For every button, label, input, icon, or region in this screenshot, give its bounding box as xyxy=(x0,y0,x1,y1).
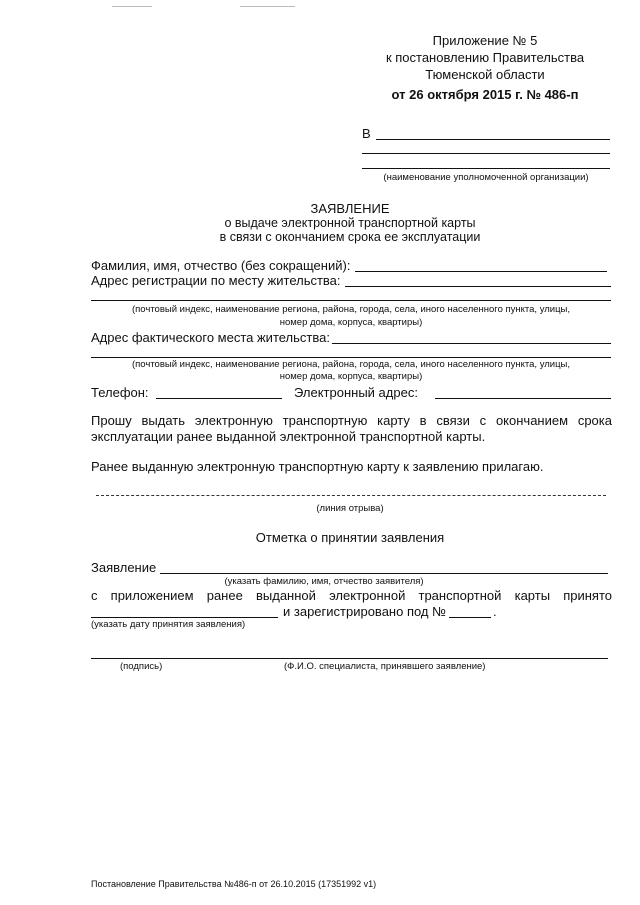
email-label: Электронный адрес: xyxy=(294,385,418,400)
actual-address-field[interactable] xyxy=(332,343,611,344)
reg-address-hint-2: номер дома, корпуса, квартиры) xyxy=(279,317,423,328)
document-title: ЗАЯВЛЕНИЕ xyxy=(310,201,390,216)
registration-period: . xyxy=(493,604,497,619)
tear-line-caption: (линия отрыва) xyxy=(316,503,384,514)
actual-address-field-2[interactable] xyxy=(91,357,611,358)
registration-number-field[interactable] xyxy=(449,617,491,618)
request-text-line-1: Прошу выдать электронную транспортную карту в связи с окончанием срока xyxy=(91,413,612,428)
reg-address-field-2[interactable] xyxy=(91,300,611,301)
addressee-line-1[interactable] xyxy=(376,139,610,140)
accepted-line: с приложением ранее выданной электронной транспортной карты принято xyxy=(91,588,612,603)
phone-label: Телефон: xyxy=(91,385,149,400)
acceptance-date-field[interactable] xyxy=(91,617,278,618)
scan-edge-mark xyxy=(112,6,152,7)
addressee-prefix: В xyxy=(362,126,371,141)
scan-edge-mark xyxy=(240,6,295,7)
statement-label: Заявление xyxy=(91,560,157,575)
reg-address-hint-1: (почтовый индекс, наименование региона, района, города, села, иного населенного пункта, улицы, xyxy=(131,304,570,315)
attachment-text: Ранее выданную электронную транспортную карту к заявлению прилагаю. xyxy=(91,459,544,474)
reg-address-field[interactable] xyxy=(345,286,611,287)
addressee-line-2[interactable] xyxy=(362,153,610,154)
email-field[interactable] xyxy=(435,398,611,399)
registered-text: и зарегистрировано под № xyxy=(283,604,447,619)
actual-address-hint-2: номер дома, корпуса, квартиры) xyxy=(279,371,423,382)
fio-label: Фамилия, имя, отчество (без сокращений): xyxy=(91,258,351,273)
document-subtitle-2: в связи с окончанием срока ее эксплуатации xyxy=(219,230,481,244)
addressee-line-3[interactable] xyxy=(362,168,610,169)
signature-field[interactable] xyxy=(91,658,608,659)
receipt-title: Отметка о принятии заявления xyxy=(255,530,445,545)
statement-applicant-field[interactable] xyxy=(160,573,608,574)
resolution-date-number: от 26 октября 2015 г. № 486-п xyxy=(391,87,579,102)
acceptance-date-hint: (указать дату принятия заявления) xyxy=(91,619,246,630)
signature-hint: (подпись) xyxy=(120,661,163,672)
actual-address-label: Адрес фактического места жительства: xyxy=(91,330,330,345)
fio-field[interactable] xyxy=(355,271,607,272)
addressee-caption: (наименование уполномоченной организации) xyxy=(383,172,589,183)
region-name: Тюменской области xyxy=(425,67,545,82)
resolution-ref: к постановлению Правительства xyxy=(385,50,585,65)
reg-address-label: Адрес регистрации по месту жительства: xyxy=(91,273,341,288)
request-text-line-2: эксплуатации ранее выданной электронной транспортной карты. xyxy=(91,429,486,444)
specialist-hint: (Ф.И.О. специалиста, принявшего заявление) xyxy=(284,661,486,672)
phone-field[interactable] xyxy=(156,398,282,399)
document-subtitle-1: о выдаче электронной транспортной карты xyxy=(224,216,476,230)
appendix-number: Приложение № 5 xyxy=(432,33,538,48)
tear-line xyxy=(96,495,606,496)
footer-reference: Постановление Правительства №486-п от 26.10.2015 (17351992 v1) xyxy=(91,879,377,889)
actual-address-hint-1: (почтовый индекс, наименование региона, района, города, села, иного населенного пункта, улицы, xyxy=(131,359,570,370)
statement-applicant-hint: (указать фамилию, имя, отчество заявителя) xyxy=(224,576,424,587)
